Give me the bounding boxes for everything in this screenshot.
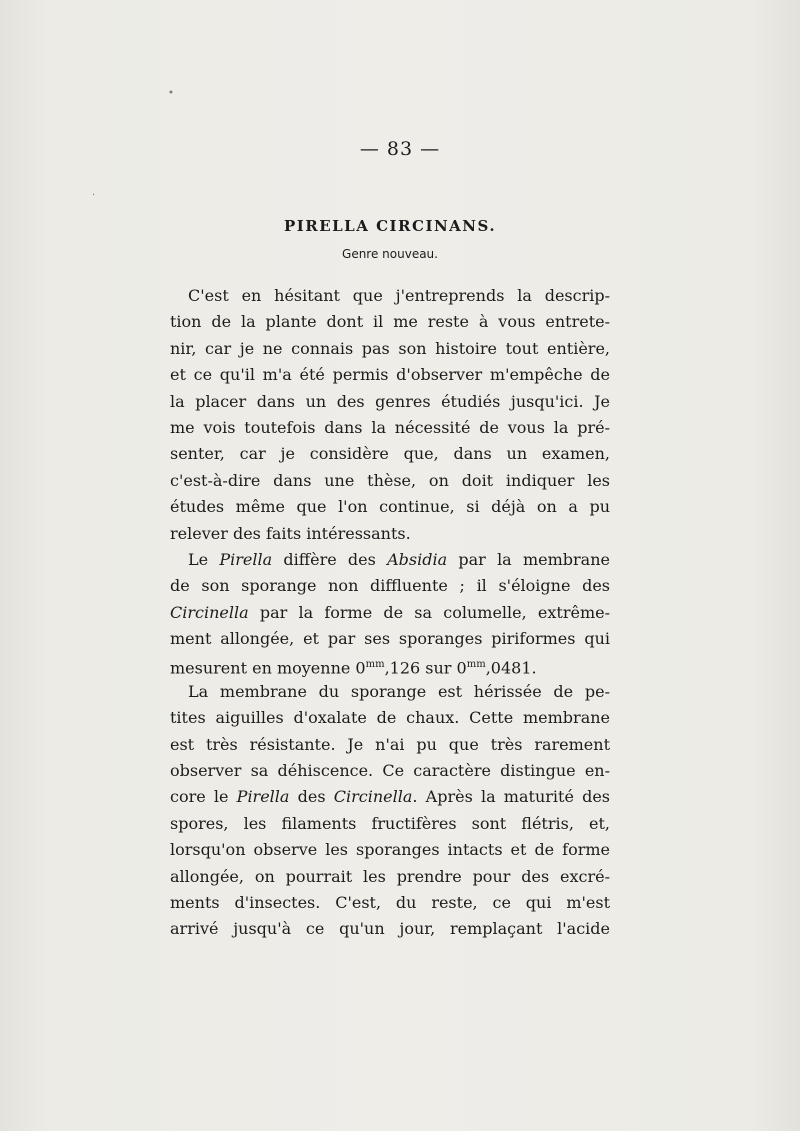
text-line: ment allongée, et par ses sporanges piriformes qui xyxy=(170,629,610,649)
chapter-subtitle: Genre nouveau. xyxy=(342,247,438,261)
text-line: Circinella par la forme de sa columelle, extrême- xyxy=(170,602,610,622)
text-line: relever des faits intéressants. xyxy=(170,523,411,543)
text-line: me vois toutefois dans la nécessité de vous la pré- xyxy=(170,417,610,437)
text-line: c'est-à-dire dans une thèse, on doit indiquer les xyxy=(170,470,610,490)
text-line: senter, car je considère que, dans un examen, xyxy=(170,444,610,464)
text-line: observer sa déhiscence. Ce caractère distingue en- xyxy=(170,761,610,781)
text-line: core le Pirella des Circinella. Après la maturité des xyxy=(170,787,611,807)
text-line: Le Pirella diffère des Absidia par la membrane xyxy=(188,549,610,569)
text-line: études même que l'on continue, si déjà on a pu xyxy=(170,497,610,517)
text-line: allongée, on pourrait les prendre pour des excré- xyxy=(170,866,610,886)
body-text xyxy=(170,283,610,943)
text-line: spores, les filaments fructifères sont flétris, et, xyxy=(170,813,610,833)
text-line: lorsqu'on observe les sporanges intacts et de forme xyxy=(170,840,610,860)
text-line: C'est en hésitant que j'entreprends la descrip- xyxy=(188,286,610,305)
text-line: de son sporange non diffluente ; il s'éloigne des xyxy=(170,576,610,596)
text-line: tion de la plante dont il me reste à vous entrete- xyxy=(170,312,610,332)
text-line: arrivé jusqu'à ce qu'un jour, remplaçant l'acide xyxy=(170,919,610,939)
margin-speck-mark: · xyxy=(92,190,96,201)
text-line: tites aiguilles d'oxalate de chaux. Cette membrane xyxy=(170,708,610,728)
page-number: — 83 — xyxy=(359,138,441,160)
text-line: mesurent en moyenne $0^{mm},126$ sur $0^{mm},0481$. xyxy=(170,658,537,678)
text-line: ments d'insectes. C'est, du reste, ce qui m'est xyxy=(170,892,610,912)
chapter-title: PIRELLA CIRCINANS. xyxy=(283,217,497,235)
text-line: la placer dans un des genres étudiés jusqu'ici. Je xyxy=(170,391,610,411)
text-line: nir, car je ne connais pas son histoire tout entière, xyxy=(170,338,610,358)
margin-dot-mark: • xyxy=(168,88,174,99)
text-line: et ce qu'il m'a été permis d'observer m'empêche de xyxy=(170,365,610,385)
text-line: est très résistante. Je n'ai pu que très rarement xyxy=(170,734,610,754)
text-line: La membrane du sporange est hérissée de pe- xyxy=(188,681,610,701)
